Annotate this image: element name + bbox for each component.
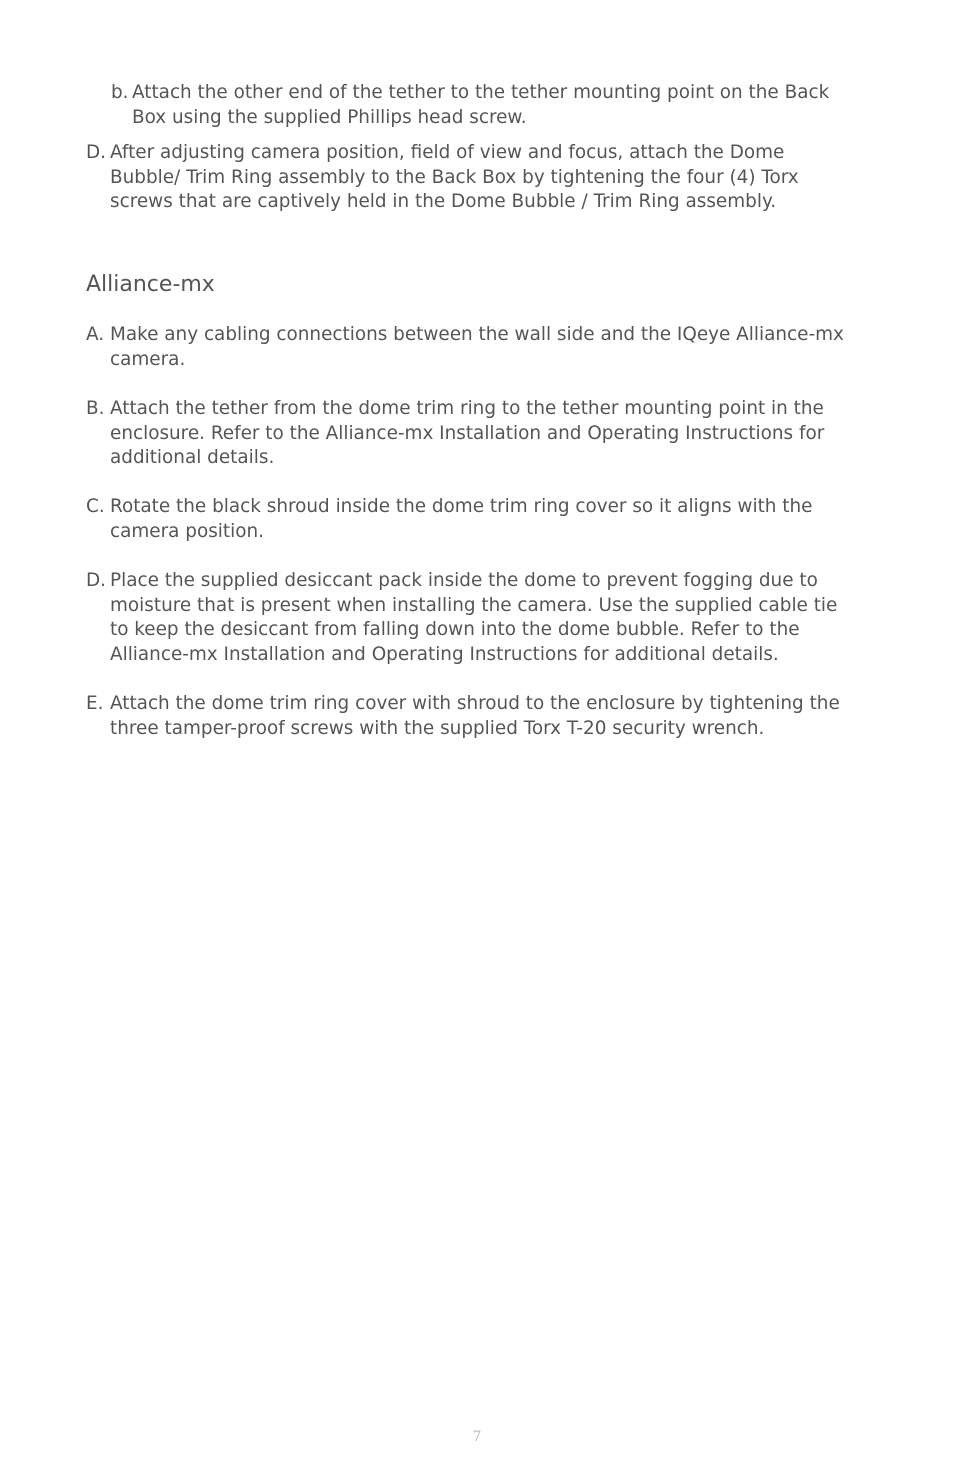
- step-a: [86, 323, 856, 372]
- step-text: Attach the tether from the dome trim ring to the tether mounting point in the enclosure. Refer to the Alliance-mx Installation and Operating Instructions for additional details.: [110, 398, 825, 468]
- sub-step-text: Attach the other end of the tether to the tether mounting point on the Back Box using the supplied Phillips head screw.: [132, 82, 830, 128]
- step-text: Attach the dome trim ring cover with shroud to the enclosure by tightening the three tamper-proof screws with the supplied Torx T-20 security wrench.: [110, 693, 840, 739]
- page-number: 7: [472, 1429, 482, 1445]
- step-marker: E.: [86, 693, 104, 714]
- step-marker: B.: [86, 398, 105, 419]
- sub-step-b: [111, 81, 856, 130]
- step-d-dome-assembly: [86, 141, 856, 215]
- step-text: After adjusting camera position, field of view and focus, attach the Dome Bubble/ Trim Ring assembly to the Back Box by tightening the four (4) Torx screws that are captively held in the Dome Bubble / Trim Ring assembly.: [110, 142, 799, 212]
- sub-step-marker: b.: [111, 82, 129, 103]
- step-d: [86, 569, 856, 667]
- step-b: [86, 397, 856, 471]
- step-marker: D.: [86, 142, 107, 163]
- step-text: Rotate the black shroud inside the dome trim ring cover so it aligns with the camera position.: [110, 496, 813, 542]
- step-text: Make any cabling connections between the wall side and the IQeye Alliance-mx camera.: [110, 324, 844, 370]
- step-marker: A.: [86, 324, 105, 345]
- step-e: [86, 692, 856, 741]
- step-text: Place the supplied desiccant pack inside the dome to prevent fogging due to moisture that is present when installing the camera. Use the supplied cable tie to keep the desiccant from falling down into the dome bubble. Refer to the Alliance-mx Installation and Operating Instructions for additional details.: [110, 570, 838, 665]
- step-marker: C.: [86, 496, 105, 517]
- section-heading: Alliance-mx: [86, 272, 215, 297]
- step-c: [86, 495, 856, 544]
- step-marker: D.: [86, 570, 107, 591]
